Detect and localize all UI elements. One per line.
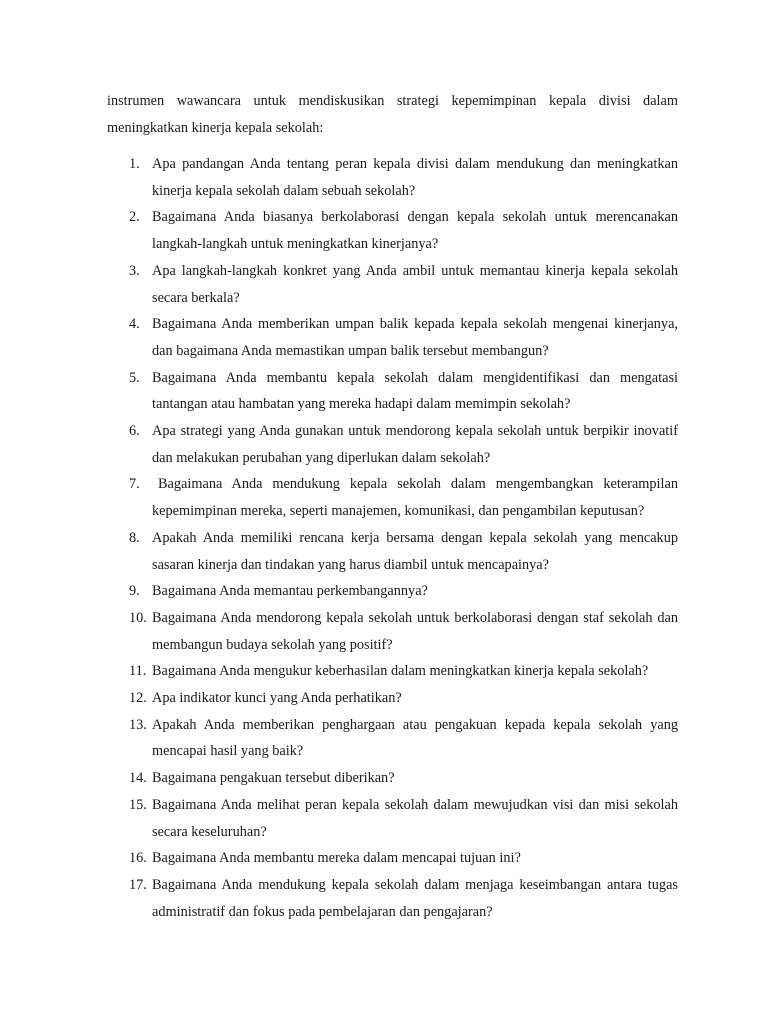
item-text: Bagaimana Anda memberikan umpan balik kepada kepala sekolah mengenai kinerjanya, dan bagaimana Anda memastikan umpan balik tersebut membangun? bbox=[152, 316, 678, 359]
item-number: 12. bbox=[129, 690, 147, 707]
item-text: Apa strategi yang Anda gunakan untuk mendorong kepala sekolah untuk berpikir inovatif dan melakukan perubahan yang diperlukan dalam sekolah? bbox=[152, 423, 678, 466]
item-number: 13. bbox=[129, 716, 147, 733]
item-text: Apa langkah-langkah konkret yang Anda ambil untuk memantau kinerja kepala sekolah secara berkala? bbox=[152, 262, 678, 306]
list-item bbox=[107, 765, 678, 792]
item-text: Bagaimana Anda mendukung kepala sekolah dalam mengembangkan keterampilan kepemimpinan mereka, seperti manajemen, komunikasi, dan pengambilan keputusan? bbox=[152, 476, 678, 520]
item-text: Bagaimana Anda membantu kepala sekolah dalam mengidentifikasi dan mengatasi tantangan atau hambatan yang mereka hadapi dalam memimpin sekolah? bbox=[152, 369, 678, 413]
item-number: 2. bbox=[129, 209, 140, 226]
question-list bbox=[107, 151, 678, 925]
list-item bbox=[107, 578, 678, 605]
item-number: 11. bbox=[129, 663, 147, 680]
item-number: 1. bbox=[129, 156, 140, 172]
list-item bbox=[107, 471, 678, 524]
item-text: Bagaimana Anda membantu mereka dalam mencapai tujuan ini? bbox=[152, 850, 521, 867]
item-number: 5. bbox=[129, 369, 140, 386]
item-text: Bagaimana Anda biasanya berkolaborasi dengan kepala sekolah untuk merencanakan langkah-langkah untuk meningkatkan kinerjanya? bbox=[152, 209, 678, 253]
item-text: Bagaimana pengakuan tersebut diberikan? bbox=[152, 770, 395, 787]
list-item bbox=[107, 658, 678, 685]
item-text: Bagaimana Anda melihat peran kepala sekolah dalam mewujudkan visi dan misi sekolah secara keseluruhan? bbox=[152, 796, 678, 840]
item-text: Bagaimana Anda mengukur keberhasilan dalam meningkatkan kinerja kepala sekolah? bbox=[152, 663, 649, 680]
list-item bbox=[107, 311, 678, 364]
item-number: 15. bbox=[129, 796, 147, 813]
list-item bbox=[107, 204, 678, 257]
item-text: Apakah Anda memiliki rencana kerja bersama dengan kepala sekolah yang mencakup sasaran kinerja dan tindakan yang harus diambil untuk mencapainya? bbox=[152, 529, 678, 573]
item-number: 14. bbox=[129, 770, 147, 787]
item-text: Bagaimana Anda mendorong kepala sekolah untuk berkolaborasi dengan staf sekolah dan membangun budaya sekolah yang positif? bbox=[152, 609, 678, 653]
item-number: 7. bbox=[129, 476, 140, 493]
list-item bbox=[107, 418, 678, 471]
item-text: Bagaimana Anda mendukung kepala sekolah dalam menjaga keseimbangan antara tugas administratif dan fokus pada pembelajaran dan pengajaran? bbox=[152, 876, 678, 920]
intro-paragraph: instrumen wawancara untuk mendiskusikan strategi kepemimpinan kepala divisi dalam meningkatkan kinerja kepala sekolah: bbox=[107, 93, 678, 136]
item-number: 16. bbox=[129, 850, 147, 867]
item-text: Apa pandangan Anda tentang peran kepala divisi dalam mendukung dan meningkatkan kinerja kepala sekolah dalam sebuah sekolah? bbox=[152, 156, 678, 199]
list-item bbox=[107, 845, 678, 872]
item-text: Apakah Anda memberikan penghargaan atau pengakuan kepada kepala sekolah yang mencapai hasil yang baik? bbox=[152, 716, 678, 760]
list-item bbox=[107, 365, 678, 418]
item-number: 10. bbox=[129, 609, 147, 626]
item-number: 3. bbox=[129, 262, 140, 279]
item-number: 17. bbox=[129, 876, 147, 893]
list-item bbox=[107, 258, 678, 311]
list-item bbox=[107, 872, 678, 925]
item-number: 9. bbox=[129, 583, 140, 600]
list-item bbox=[107, 151, 678, 204]
item-number: 6. bbox=[129, 423, 140, 440]
list-item bbox=[107, 792, 678, 845]
item-number: 4. bbox=[129, 316, 140, 333]
list-item bbox=[107, 525, 678, 578]
list-item bbox=[107, 605, 678, 658]
list-item bbox=[107, 712, 678, 765]
item-number: 8. bbox=[129, 529, 140, 546]
list-item bbox=[107, 685, 678, 712]
item-text: Apa indikator kunci yang Anda perhatikan? bbox=[152, 690, 402, 707]
item-text: Bagaimana Anda memantau perkembangannya? bbox=[152, 583, 428, 600]
